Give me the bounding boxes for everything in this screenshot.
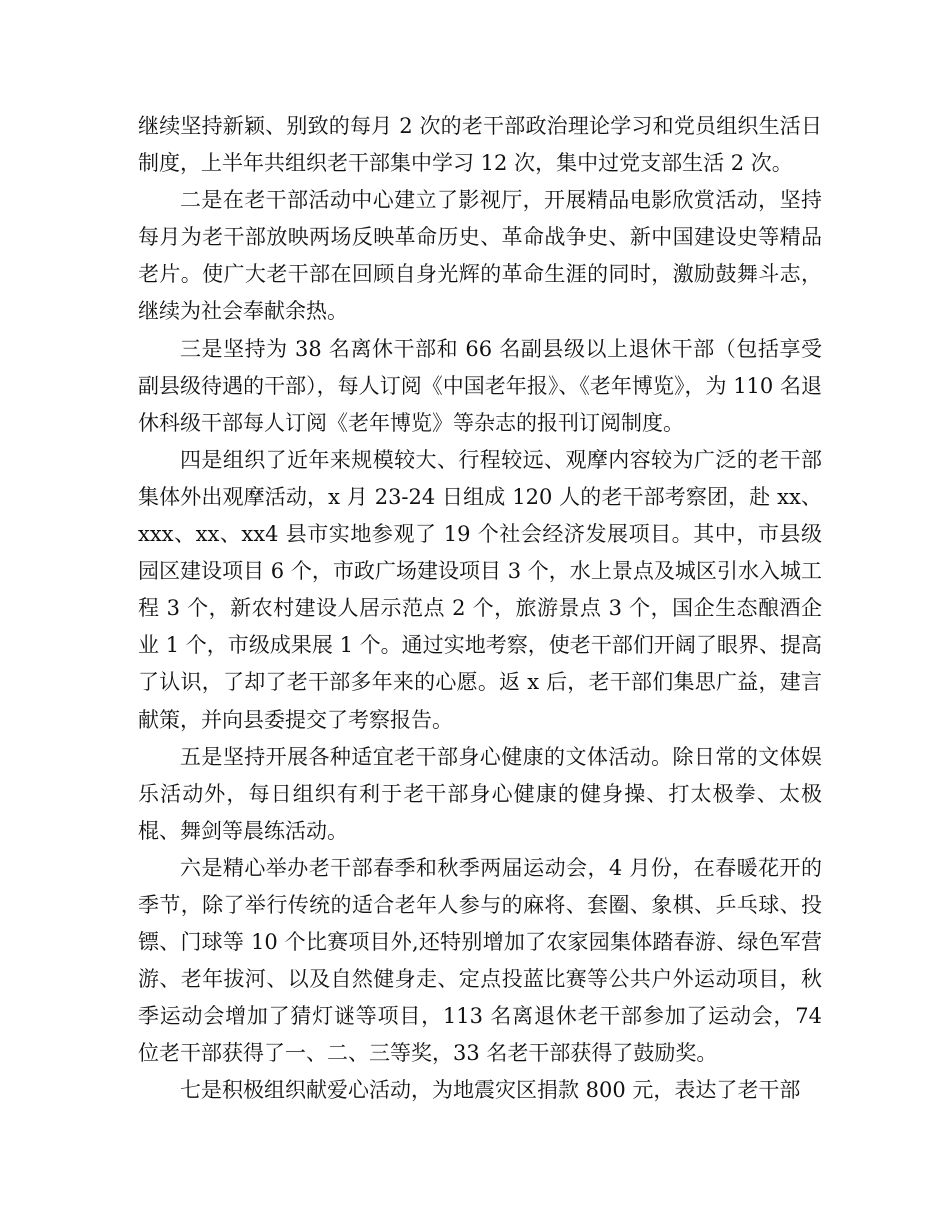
paragraph-item-4: 四是组织了近年来规模较大、行程较远、观摩内容较为广泛的老干部集体外出观摩活动，x 月 23-24 日组成 120 人的老干部考察团，赴 xx、xxx、xx、xx4 县市实地参观了 19 个社会经济发展项目。其中，市县级园区建设项目 6 个，市政广场建设项目 3 个，水上景点及城区引水入城工程 3 个，新农村建设人居示范点 2 个，旅游景点 3 个，国企生态酿酒企业 1 个，市级成果展 1 个。通过实地考察，使老干部们开阔了眼界、提高了认识，了却了老干部多年来的心愿。返 x 后，老干部们集思广益，建言献策，并向县委提交了考察报告。 [138,447,822,732]
paragraph-item-3: 三是坚持为 38 名离休干部和 66 名副县级以上退休干部（包括享受副县级待遇的干部），每人订阅《中国老年报》、《老年博览》，为 110 名退休科级干部每人订阅《老年博览》等杂志的报刊订阅制度。 [138,336,822,435]
paragraph-item-7: 七是积极组织献爱心活动，为地震灾区捐款 800 元，表达了老干部 [180,1078,801,1103]
paragraph-item-5: 五是坚持开展各种适宜老干部身心健康的文体活动。除日常的文体娱乐活动外，每日组织有利于老干部身心健康的健身操、打太极拳、太极棍、舞剑等晨练活动。 [138,744,822,843]
paragraph-continuation: 继续坚持新颖、别致的每月 2 次的老干部政治理论学习和党员组织生活日制度，上半年共组织老干部集中学习 12 次，集中过党支部生活 2 次。 [138,114,822,176]
paragraph-item-6: 六是精心举办老干部春季和秋季两届运动会，4 月份，在春暖花开的季节，除了举行传统的适合老年人参与的麻将、套圈、象棋、乒乓球、投镖、门球等 10 个比赛项目外,还特别增加了农家园集体踏春游、绿色军营游、老年拔河、以及自然健身走、定点投蓝比赛等公共户外运动项目，秋季运动会增加了猜灯谜等项目，113 名离退休老干部参加了运动会，74 位老干部获得了一、二、三等奖，33 名老干部获得了鼓励奖。 [138,855,822,1066]
document-page [138,108,822,1110]
paragraph-item-2: 二是在老干部活动中心建立了影视厅，开展精品电影欣赏活动，坚持每月为老干部放映两场反映革命历史、革命战争史、新中国建设史等精品老片。使广大老干部在回顾自身光辉的革命生涯的同时，激励鼓舞斗志，继续为社会奉献余热。 [138,188,822,324]
